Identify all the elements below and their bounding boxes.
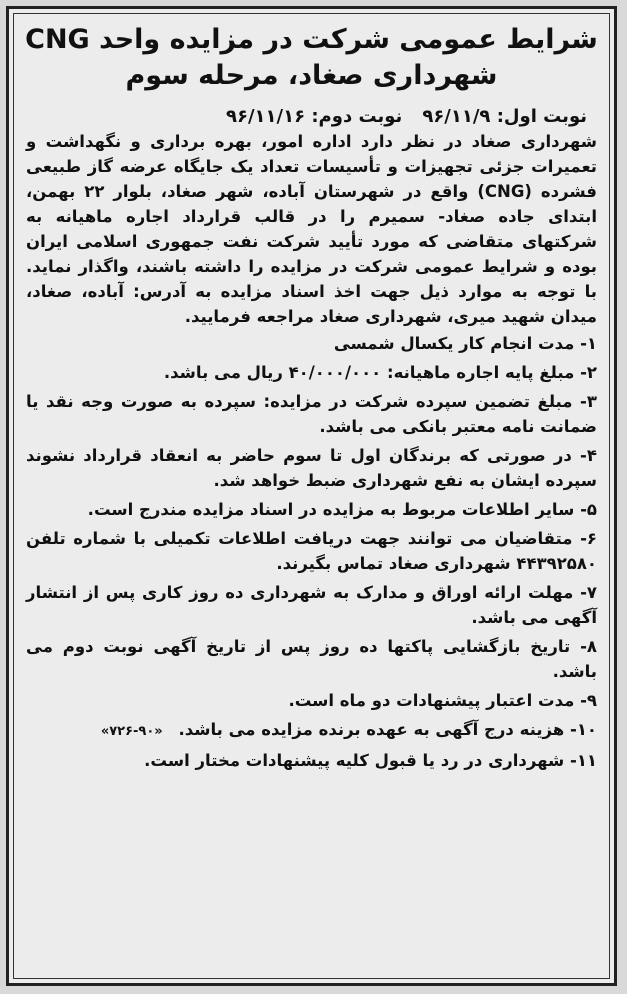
first-round-label: نوبت اول: xyxy=(496,106,587,127)
title-line-1: شرایط عمومی شرکت در مزایده واحد CNG xyxy=(25,24,598,55)
condition-item: ۹- مدت اعتبار پیشنهادات دو ماه است. xyxy=(288,691,597,710)
condition-item: ۷- مهلت ارائه اوراق و مدارک به شهرداری ده روز کاری پس از انتشار آگهی می باشد. xyxy=(26,583,597,627)
condition-item: ۱۰- هزینه درج آگهی به عهده برنده مزایده می باشد. xyxy=(178,720,597,739)
condition-item: ۱- مدت انجام کار یکسال شمسی xyxy=(333,334,597,353)
condition-item: ۵- سایر اطلاعات مربوط به مزایده در اسناد مزایده مندرج است. xyxy=(87,500,597,519)
conditions-list xyxy=(26,331,597,773)
notice-title xyxy=(14,22,609,94)
first-round xyxy=(422,106,587,127)
condition-item: ۸- تاریخ بازگشایی پاکتها ده روز پس از تاریخ آگهی نوبت دوم می باشد. xyxy=(26,637,597,681)
notice-frame xyxy=(6,6,617,986)
condition-item: ۶- متقاضیان می توانند جهت دریافت اطلاعات تکمیلی با شماره تلفن ۴۴۳۹۲۵۸۰ شهرداری صغاد تماس بگیرند. xyxy=(26,529,597,573)
publication-dates xyxy=(14,106,609,127)
ad-code: «۷۲۶-۹۰» xyxy=(100,724,163,739)
title-line-2: شهرداری صغاد، مرحله سوم xyxy=(125,60,498,91)
condition-item: ۱۱- شهرداری در رد یا قبول کلیه پیشنهادات مختار است. xyxy=(144,751,597,770)
notice-inner-border xyxy=(13,13,610,979)
notice-body xyxy=(14,127,609,773)
intro-paragraph: شهرداری صغاد در نظر دارد اداره امور، بهره برداری و نگهداشت و تعمیرات جزئی تجهیزات و تأسیسات تعداد یک جایگاه عرضه گاز طبیعی فشرده (CNG) واقع در شهرستان آباده، شهر صغاد، بلوار ۲۲ بهمن، ابتدای جاده صغاد- سمیرم را در قالب قرارداد اجاره ماهیانه به شرکتهای متقاضی که مورد تأیید شرکت نفت جمهوری اسلامی ایران بوده و شرایط عمومی شرکت در مزایده را داشته باشند، واگذار نماید. با توجه به موارد ذیل جهت اخذ اسناد مزایده به آدرس: آباده، صغاد، میدان شهید میری، شهرداری صغاد مراجعه فرمایید. xyxy=(26,132,597,326)
second-round xyxy=(226,106,402,127)
condition-item-with-code xyxy=(26,717,597,744)
condition-item: ۳- مبلغ تضمین سپرده شرکت در مزایده: سپرده به صورت وجه نقد یا ضمانت نامه معتبر بانکی می باشد. xyxy=(26,392,597,436)
condition-item: ۴- در صورتی که برندگان اول تا سوم حاضر به انعقاد قرارداد نشوند سپرده ایشان به نفع شهرداری ضبط خواهد شد. xyxy=(26,446,597,490)
second-round-label: نوبت دوم: xyxy=(311,106,403,127)
first-round-date: ۹۶/۱۱/۹ xyxy=(422,106,491,127)
second-round-date: ۹۶/۱۱/۱۶ xyxy=(226,106,306,127)
condition-item: ۲- مبلغ پایه اجاره ماهیانه: ۴۰/۰۰۰/۰۰۰ ریال می باشد. xyxy=(163,363,597,382)
